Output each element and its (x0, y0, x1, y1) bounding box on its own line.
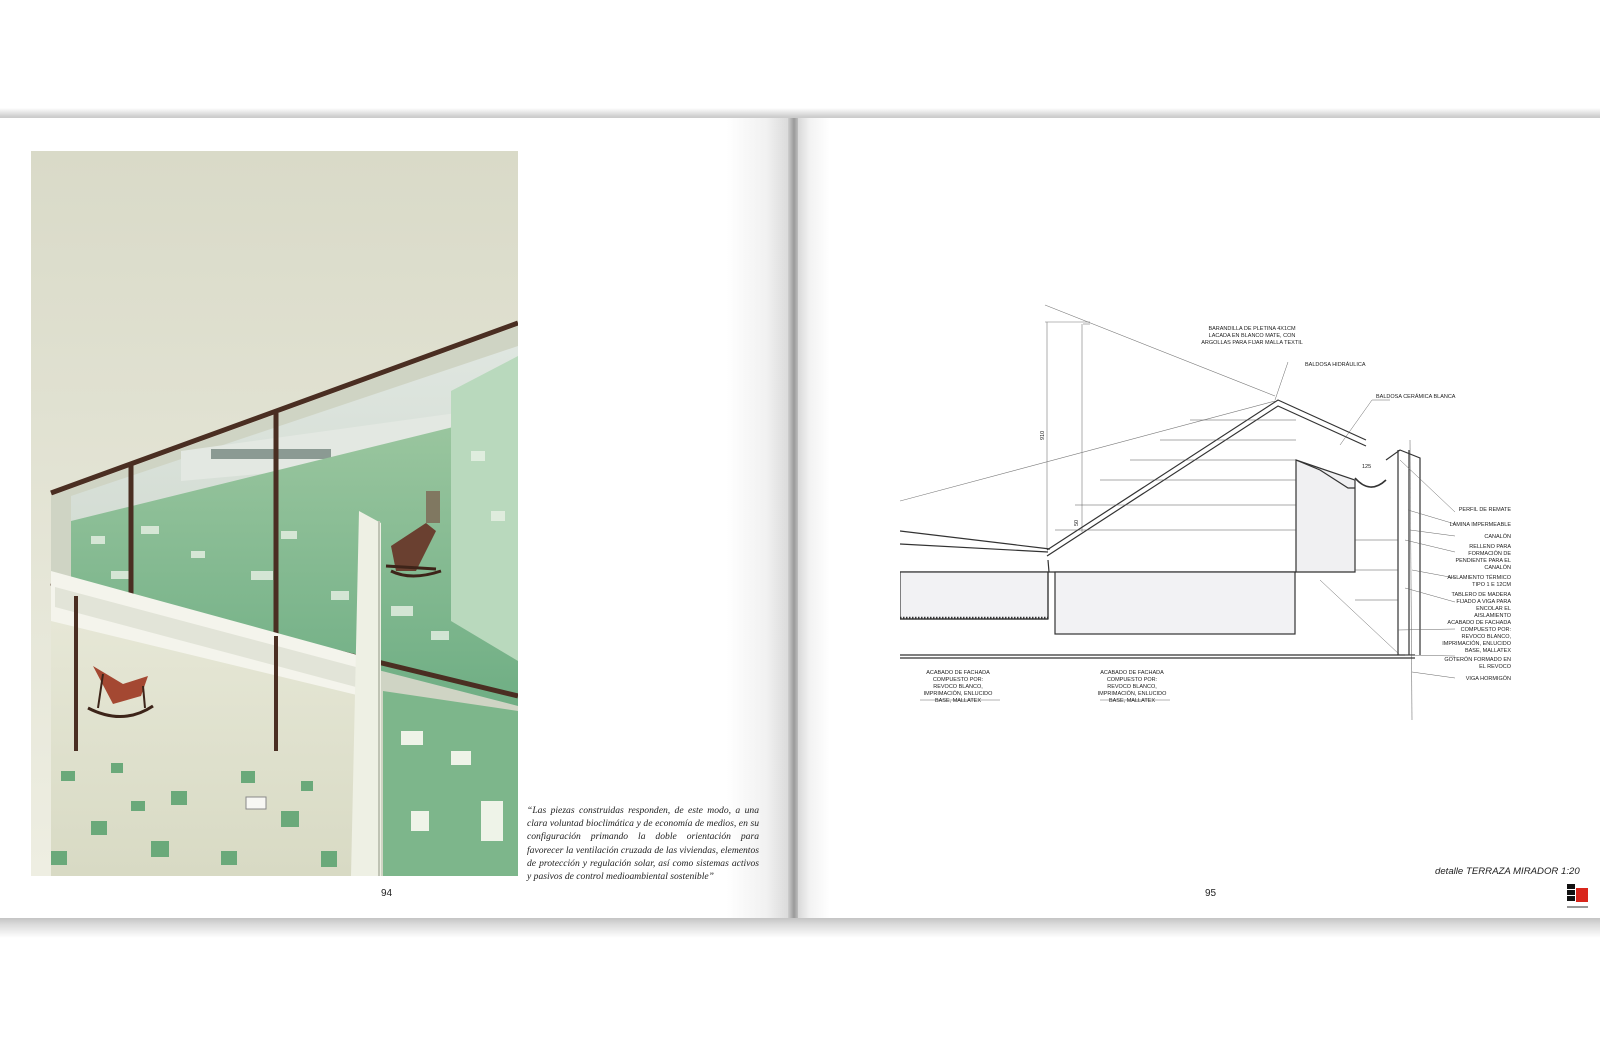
label-lamina: LÁMINA IMPERMEABLE (1449, 522, 1511, 528)
drawing-caption (1435, 866, 1580, 877)
label-barandilla-3: ARGOLLAS PARA FIJAR MALLA TEXTIL (1201, 340, 1303, 346)
dimension-gutter: 125 (1362, 464, 1372, 470)
label-acabado-r-5: BASE, MALLATEX (1464, 648, 1511, 654)
label-acabado-l2-4: IMPRIMACIÓN, ENLUCIDO (1097, 691, 1167, 697)
label-acabado-r-3: REVOCO BLANCO, (1461, 634, 1511, 640)
page-number-left: 94 (381, 888, 393, 899)
label-relleno-3: PENDIENTE PARA EL (1455, 558, 1511, 564)
caption-prefix: detalle (1435, 866, 1464, 877)
label-baldosa-hidraulica: BALDOSA HIDRÁULICA (1305, 362, 1366, 368)
label-barandilla-2: LACADA EN BLANCO MATE, CON (1208, 333, 1296, 339)
label-acabado-l2-3: REVOCO BLANCO, (1107, 684, 1157, 690)
interior-photo (31, 151, 518, 876)
page-number-right: 95 (1205, 888, 1217, 899)
caption-title: TERRAZA MIRADOR 1:20 (1465, 866, 1580, 877)
publisher-logo (1567, 884, 1588, 918)
label-goteron-1: GOTERÓN FORMADO EN (1444, 657, 1511, 663)
label-acabado-l1-3: REVOCO BLANCO, (933, 684, 983, 690)
label-barandilla-1: BARANDILLA DE PLETINA 4X1CM (1208, 326, 1296, 332)
label-tablero-2: FIJADO A VIGA PARA (1456, 599, 1511, 605)
label-acabado-l2-5: BASE, MALLATEX (1108, 698, 1156, 704)
label-acabado-l1-1: ACABADO DE FACHADA (926, 670, 990, 676)
label-relleno-2: FORMACIÓN DE (1468, 551, 1511, 557)
label-canalon: CANALÓN (1484, 534, 1511, 540)
label-acabado-l1-2: COMPUESTO POR: (932, 677, 984, 683)
label-acabado-l1-4: IMPRIMACIÓN, ENLUCIDO (923, 691, 993, 697)
label-goteron-2: EL REVOCO (1479, 664, 1511, 670)
dimension-height: 910 (1040, 430, 1046, 440)
label-tablero-1: TABLERO DE MADERA (1451, 592, 1511, 598)
label-acabado-r-1: ACABADO DE FACHADA (1447, 620, 1511, 626)
label-relleno-4: CANALÓN (1484, 565, 1511, 571)
label-relleno-1: RELLENO PARA (1469, 544, 1511, 550)
label-aislamiento-2: TIPO 1 E 12CM (1472, 582, 1511, 588)
label-acabado-l2-1: ACABADO DE FACHADA (1100, 670, 1164, 676)
label-acabado-l1-5: BASE, MALLATEX (934, 698, 982, 704)
label-perfil: PERFIL DE REMATE (1458, 507, 1511, 513)
label-acabado-r-4: IMPRIMACIÓN, ENLUCIDO (1442, 641, 1511, 647)
pull-quote: “Las piezas construidas responden, de este modo, a una clara voluntad bioclimática y de economía de medios, en su configuración primando la doble orientación para favorecer la ventilación cruzada de las viviendas, elementos de protección y regulación solar, así como sistemas activos y pasivos de control medioambiental sostenible” (527, 805, 759, 883)
label-acabado-r-2: COMPUESTO POR: (1460, 627, 1511, 633)
label-tablero-4: AISLAMIENTO (1474, 613, 1511, 619)
book-shadow-bottom (0, 916, 1600, 938)
label-acabado-l2-2: COMPUESTO POR: (1106, 677, 1158, 683)
label-baldosa-ceramica: BALDOSA CERÁMICA BLANCA (1376, 394, 1456, 400)
construction-detail-drawing (900, 300, 1540, 730)
label-tablero-3: ENCOLAR EL (1476, 606, 1511, 612)
label-viga: VIGA HORMIGÓN (1465, 676, 1511, 682)
label-aislamiento-1: AISLAMIENTO TÉRMICO (1447, 575, 1511, 581)
dimension-small: 50 (1074, 519, 1080, 526)
